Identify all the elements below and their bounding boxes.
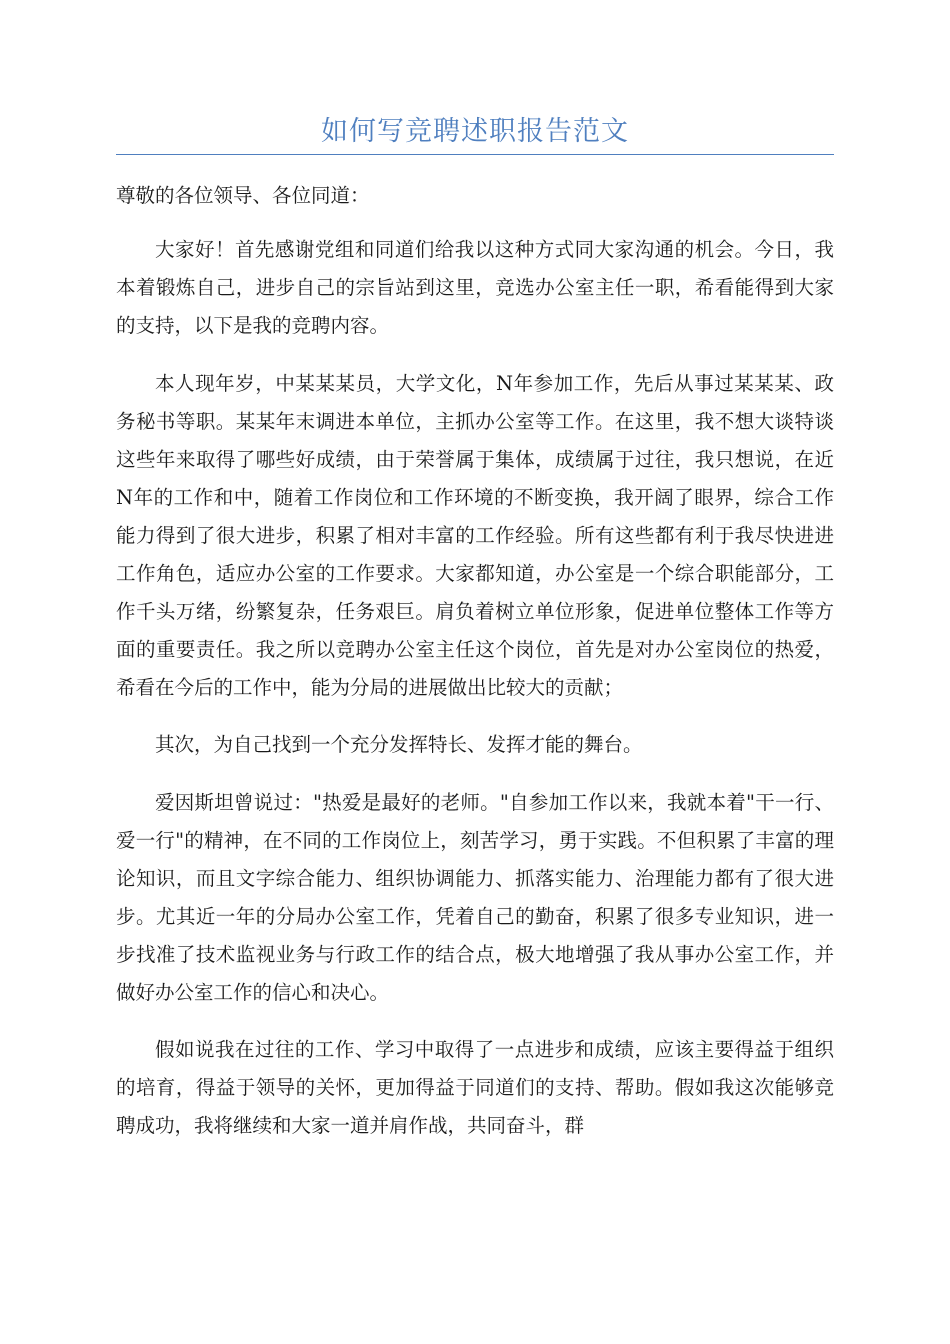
paragraph-gratitude: 假如说我在过往的工作、学习中取得了一点进步和成绩，应该主要得益于组织的培育，得益于领导的关怀，更加得益于同道们的支持、帮助。假如我这次能够竞聘成功，我将继续和大家一道并肩作战，共同奋斗，群 (116, 1038, 834, 1137)
paragraph-second-reason: 其次，为自己找到一个充分发挥特长、发挥才能的舞台。 (155, 733, 643, 756)
paragraph-greeting: 大家好！首先感谢党组和同道们给我以这种方式同大家沟通的机会。今日，我本着锻炼自己，进步自己的宗旨站到这里，竞选办公室主任一职，希看能得到大家的支持，以下是我的竞聘内容。 (116, 238, 834, 337)
paragraph-einstein-quote: 爱因斯坦曾说过："热爱是最好的老师。"自参加工作以来，我就本着"干一行、爱一行"的精神，在不同的工作岗位上，刻苦学习，勇于实践。不但积累了丰富的理论知识，而且文字综合能力、组织协调能力、抓落实能力、治理能力都有了很大进步。尤其近一年的分局办公室工作，凭着自己的勤奋，积累了很多专业知识，进一步找准了技术监视业务与行政工作的结合点，极大地增强了我从事办公室工作，并做好办公室工作的信心和决心。 (116, 790, 834, 1004)
document-page (116, 0, 834, 1165)
document-title: 如何写竞聘述职报告范文 (321, 116, 629, 147)
salutation: 尊敬的各位领导、各位同道： (116, 184, 370, 207)
title-divider (116, 154, 834, 155)
paragraph-background: 本人现年岁，中某某某员，大学文化，N年参加工作，先后从事过某某某、政务秘书等职。某某年末调进本单位，主抓办公室等工作。在这里，我不想大谈特谈这些年来取得了哪些好成绩，由于荣誉属于集体，成绩属于过往，我只想说，在近N年的工作和中，随着工作岗位和工作环境的不断变换，我开阔了眼界，综合工作能力得到了很大进步，积累了相对丰富的工作经验。所有这些都有利于我尽快进进工作角色，适应办公室的工作要求。大家都知道，办公室是一个综合职能部分，工作千头万绪，纷繁复杂，任务艰巨。肩负着树立单位形象，促进单位整体工作等方面的重要责任。我之所以竞聘办公室主任这个岗位，首先是对办公室岗位的热爱，希看在今后的工作中，能为分局的进展做出比较大的贡献； (116, 371, 834, 699)
